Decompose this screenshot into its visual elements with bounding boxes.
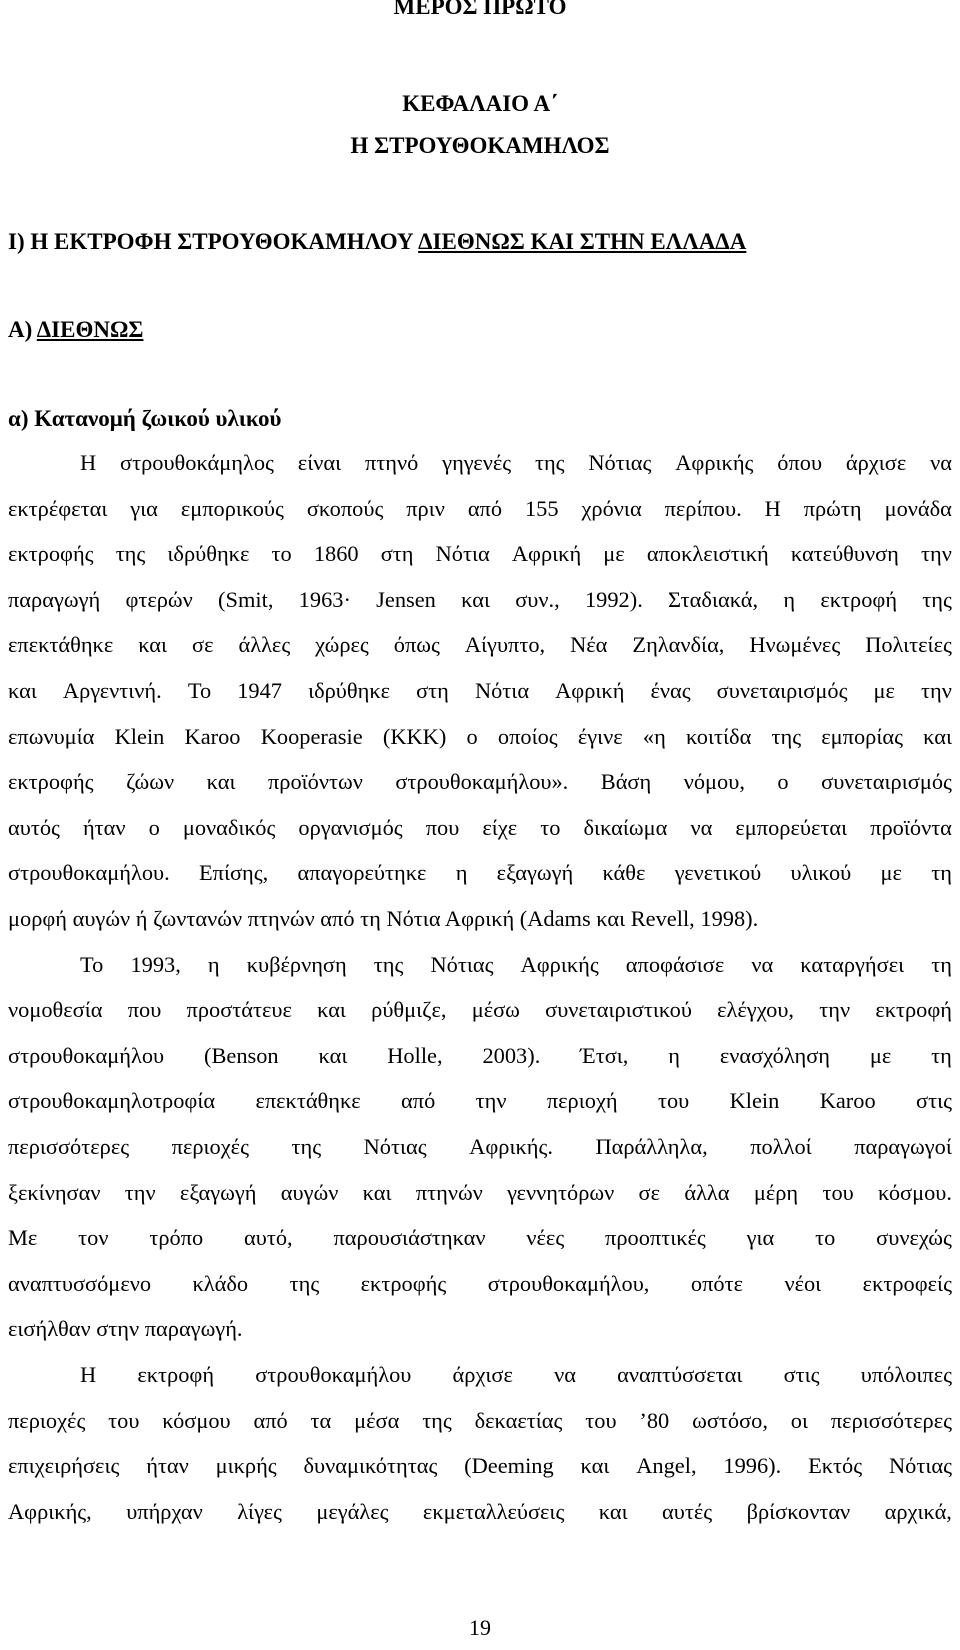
word: στη [416,677,449,703]
text-line [8,805,952,851]
word: να [554,1362,576,1387]
text-line [8,1489,952,1535]
text-line [8,577,952,623]
word: της [115,541,146,567]
word: προϊόντα [870,814,952,840]
word: εκτροφής [360,1270,447,1296]
word: πολλοί [750,1133,812,1159]
text-line [8,1033,952,1079]
word: τη [931,1042,952,1068]
word: η [455,860,468,886]
chapter-title: Η ΣΤΡΟΥΘΟΚΑΜΗΛΟΣ [350,133,610,158]
word: αυτές [662,1498,713,1524]
word: στρουθοκαμήλου». [395,769,569,795]
word: 1963· [298,586,351,612]
word: και [318,1042,348,1068]
word: άρχισε [845,450,907,475]
word: Νότιας [363,1133,427,1159]
word: στις [916,1088,952,1114]
word: και [580,1453,610,1479]
word: (KKK) [382,723,447,749]
word: προοπτικές [605,1225,706,1251]
word: Ζηλανδία, [632,632,725,658]
word: παραγωγή [8,586,101,612]
word: Πολιτείες [865,632,952,658]
word: εκτροφή [820,586,898,612]
word: να [751,951,774,977]
text-line: εισήλθαν στην παραγωγή. [8,1316,243,1342]
word: ρύθμιζε, [371,997,447,1023]
word: ιδρύθηκε [308,677,391,703]
word: με [873,677,895,703]
word: σε [638,1179,661,1205]
word: Νότιας [430,951,494,977]
word: Jensen [376,586,436,612]
word: οπότε [690,1270,743,1296]
word: πτηνό [364,450,419,475]
word: εξαγωγή [179,1179,257,1205]
word: κατεύθυνση [790,541,899,567]
word: υπόλοιπες [860,1362,952,1387]
word: 1860 [313,541,359,567]
word: είχε [482,814,518,840]
word: Βάση [600,769,652,795]
word: καταργήσει [800,951,905,977]
word: ο [148,814,160,840]
word: οργανισμός [298,814,403,840]
word: φτερών [125,586,193,612]
word: της [422,1407,452,1433]
text-line [8,987,952,1033]
word: κλάδο [192,1270,249,1296]
word: ζώων [126,769,175,795]
word: για [130,495,158,521]
word: Αφρική [511,541,582,567]
subsection-heading-prefix: Α) [8,317,37,342]
word: Νότιας [888,1453,952,1479]
word: εμπορεύεται [735,814,848,840]
word: «η [642,723,666,749]
word: Αφρικής, [8,1498,92,1524]
word: υλικού [790,860,852,886]
text-line [8,1352,952,1398]
word: τρόπο [149,1225,204,1251]
word: και [138,632,168,658]
word: ένας [650,677,691,703]
word: του [108,1407,140,1433]
word: Έτσι, [580,1042,629,1068]
word: 1992). [584,586,643,612]
word: και [923,723,952,749]
word: εκτρέφεται [8,495,108,521]
word: τα [310,1407,332,1433]
word: παραγωγοί [854,1133,952,1159]
word: η [668,1042,680,1068]
word: Εκτός [808,1453,863,1479]
word: περιοχές [171,1133,249,1159]
word: του [585,1407,617,1433]
word: Klein [729,1088,780,1114]
text-line: μορφή αυγών ή ζωντανών πτηνών από τη Νότια Αφρική (Adams και Revell, 1998). [8,905,759,931]
word: αναπτύσσεται [617,1362,743,1387]
word: Η [80,450,97,475]
word: τη [931,951,952,977]
word: επεκτάθηκε [255,1088,361,1114]
word: Νέα [570,632,608,658]
word: Αφρική [555,677,625,703]
chapter-label: ΚΕΦΑΛΑΙΟ Α΄ [402,91,558,116]
word: στη [380,541,414,567]
word: και [8,677,37,703]
word: 2003). [482,1042,541,1068]
word: βρίσκονταν [746,1498,851,1524]
word: γηγενές [442,450,512,475]
word: ιδρύθηκε [167,541,250,567]
word: κάθε [602,860,646,886]
word: Αφρικής [675,450,754,475]
text-line [8,1170,952,1216]
word: μέρη [753,1179,799,1205]
word: στρουθοκάμηλος [120,450,274,475]
word: Αφρικής. [469,1133,553,1159]
word: 1996). [723,1453,782,1479]
word: εμπορικούς [180,495,284,521]
word: άλλα [684,1179,730,1205]
word: μέσω [471,997,520,1023]
word: Holle, [387,1042,443,1068]
word: και [461,586,490,612]
word: το [540,814,561,840]
word: της [373,951,404,977]
text-line [8,759,952,805]
word: νέοι [784,1270,822,1296]
text-line [8,1215,952,1261]
word: του [657,1088,690,1114]
paragraph-1 [8,440,952,942]
word: μικρής [215,1453,277,1479]
word: προϊόντων [267,769,363,795]
word: είναι [297,450,342,475]
word: Η [80,1362,97,1387]
word: επιχειρήσεις [8,1453,120,1479]
word: το [815,1225,836,1251]
word: Νότια [474,677,530,703]
word: συνεταιριστικού [545,997,692,1023]
word: αποκλειστική [646,541,769,567]
word: τον [78,1225,109,1251]
word: στρουθοκαμήλου [255,1362,412,1387]
word: μέσα [354,1407,400,1433]
word: εμπορίας [821,723,903,749]
word: κόσμου [162,1407,231,1433]
word: ενασχόληση [719,1042,830,1068]
text-line [8,622,952,668]
word: νόμου, [683,769,745,795]
word: άλλες [238,632,291,658]
word: και [362,1179,392,1205]
word: Klein [114,723,165,749]
word: έγινε [577,723,623,749]
word: πτηνών [415,1179,483,1205]
text-line [8,850,952,896]
word: για [746,1225,775,1251]
word: απαγορεύτηκε [297,860,427,886]
word: επεκτάθηκε [8,632,114,658]
subsection-heading [8,316,143,344]
word: λίγες [237,1498,282,1524]
word: συνεταιρισμός [821,769,952,795]
word: της [922,586,952,612]
word: η [207,951,220,977]
word: ο [777,769,789,795]
paragraph-2 [8,942,952,1352]
word: 1947 [237,677,282,703]
word: και [206,769,236,795]
word: τη [931,860,952,886]
word: Επίσης, [198,860,269,886]
word: να [690,814,713,840]
word: αρχικά, [884,1498,952,1524]
text-line [8,714,952,760]
word: την [921,677,952,703]
word: περίπου. [664,495,742,521]
word: Angel, [636,1453,697,1479]
word: το [271,541,292,567]
word: στρουθοκαμήλου [8,1042,165,1068]
text-line [8,1261,952,1307]
word: η [783,586,796,612]
word: νέες [526,1225,565,1251]
word: εκμεταλλεύσεις [422,1498,565,1524]
word: Το [187,677,212,703]
word: Νότια [435,541,490,567]
word: ξεκίνησαν [8,1179,101,1205]
word: (Smit, [218,586,274,612]
word: οποίος [497,723,558,749]
word: κοιτίδα [685,723,752,749]
word: στρουθοκαμήλου. [8,860,170,886]
word: εκτροφή [137,1362,215,1387]
word: Αργεντινή. [62,677,162,703]
word: χώρες [315,632,369,658]
word: της [534,450,565,475]
word: συν., [515,586,560,612]
word: Με [8,1225,38,1251]
word: ωστόσο, [692,1407,768,1433]
text-line [8,1124,952,1170]
word: της [291,1133,322,1159]
word: με [603,541,625,567]
word: οι [790,1407,809,1433]
word: αναπτυσσόμενο [8,1270,152,1296]
word: Αίγυπτο, [464,632,546,658]
word: που [425,814,460,840]
word: την [921,541,952,567]
word: με [869,1042,892,1068]
word: νομοθεσία [8,997,103,1023]
word: ήταν [146,1453,189,1479]
word: προστάτευε [186,997,292,1023]
word: 155 [524,495,559,521]
word: σκοπούς [306,495,384,521]
word: υπήρχαν [126,1498,203,1524]
page-number: 19 [469,1615,491,1640]
word: με [880,860,902,886]
word: μοναδικός [182,814,276,840]
part-title: ΜΕΡΟΣ ΠΡΩΤΟ [393,0,567,19]
word: Karoo [184,723,241,749]
word: επωνυμία [8,723,95,749]
word: που [127,997,162,1023]
word: και [317,997,346,1023]
word: σε [192,632,214,658]
word: εκτροφή [875,997,952,1023]
text-line [8,942,952,988]
word: ελέγχου, [717,997,795,1023]
text-line [8,1078,952,1124]
word: γενετικού [674,860,762,886]
word: στρουθοκαμήλου, [487,1270,650,1296]
word: Παράλληλα, [595,1133,708,1159]
word: της [771,723,802,749]
text-line [8,1398,952,1444]
word: δεκαετίας [474,1407,563,1433]
word: Νότιας [588,450,652,475]
word: στρουθοκαμηλοτροφία [8,1088,216,1114]
text-line [8,440,952,486]
word: περισσότερες [8,1133,130,1159]
word: Ηνωμένες [749,632,841,658]
word: την [819,997,851,1023]
word: στις [783,1362,820,1387]
word: Το [80,951,104,977]
word: άρχισε [452,1362,513,1387]
text-line [8,486,952,532]
word: την [124,1179,156,1205]
text-line [8,668,952,714]
word: συνεταιρισμός [716,677,848,703]
word: της [289,1270,320,1296]
word: (Deeming [464,1453,554,1479]
subsubsection-heading: α) Κατανομή ζωικού υλικού [8,406,282,431]
word: πρώτη [803,495,862,521]
word: αυτό, [244,1225,293,1251]
word: συνεχώς [876,1225,952,1251]
word: Σταδιακά, [668,586,759,612]
word: γεννητόρων [507,1179,615,1205]
word: περιοχή [546,1088,618,1114]
word: κυβέρνηση [246,951,347,977]
word: κόσμου. [878,1179,952,1205]
word: 1993, [130,951,181,977]
word: δικαίωμα [583,814,668,840]
word: την [475,1088,507,1114]
word: παρουσιάστηκαν [333,1225,486,1251]
word: δυναμικότητας [303,1453,438,1479]
word: ήταν [82,814,126,840]
word: του [822,1179,854,1205]
word: Karoo [819,1088,876,1114]
section-heading [8,228,746,256]
word: αποφάσισε [625,951,725,977]
section-heading-underlined: ΔΙΕΘΝΩΣ ΚΑΙ ΣΤΗΝ ΕΛΛΑΔΑ [418,229,747,254]
word: εξαγωγή [496,860,574,886]
word: περιοχές [8,1407,86,1433]
word: Kooperasie [260,723,363,749]
word: Η [764,495,781,521]
word: αυγών [280,1179,339,1205]
word: μονάδα [884,495,952,521]
word: χρόνια [581,495,642,521]
word: όπως [393,632,440,658]
paragraph-3 [8,1352,952,1534]
word: και [598,1498,628,1524]
section-heading-prefix: I) Η ΕΚΤΡΟΦΗ ΣΤΡΟΥΘΟΚΑΜΗΛΟΥ [8,229,419,254]
word: ο [466,723,478,749]
subsection-heading-underlined: ΔΙΕΘΝΩΣ [36,317,144,342]
word: από [467,495,503,521]
word: Αφρικής [520,951,599,977]
word: αυτός [8,814,60,840]
text-line [8,1443,952,1489]
text-line [8,531,952,577]
word: περισσότερες [830,1407,952,1433]
word: όπου [777,450,823,475]
word: (Benson [204,1042,279,1068]
word: ’80 [639,1407,670,1433]
word: εκτροφείς [862,1270,952,1296]
word: από [401,1088,436,1114]
word: από [253,1407,288,1433]
word: μεγάλες [316,1498,389,1524]
word: πριν [406,495,445,521]
word: να [930,450,952,475]
word: εκτροφής [8,541,94,567]
word: εκτροφής [8,769,94,795]
